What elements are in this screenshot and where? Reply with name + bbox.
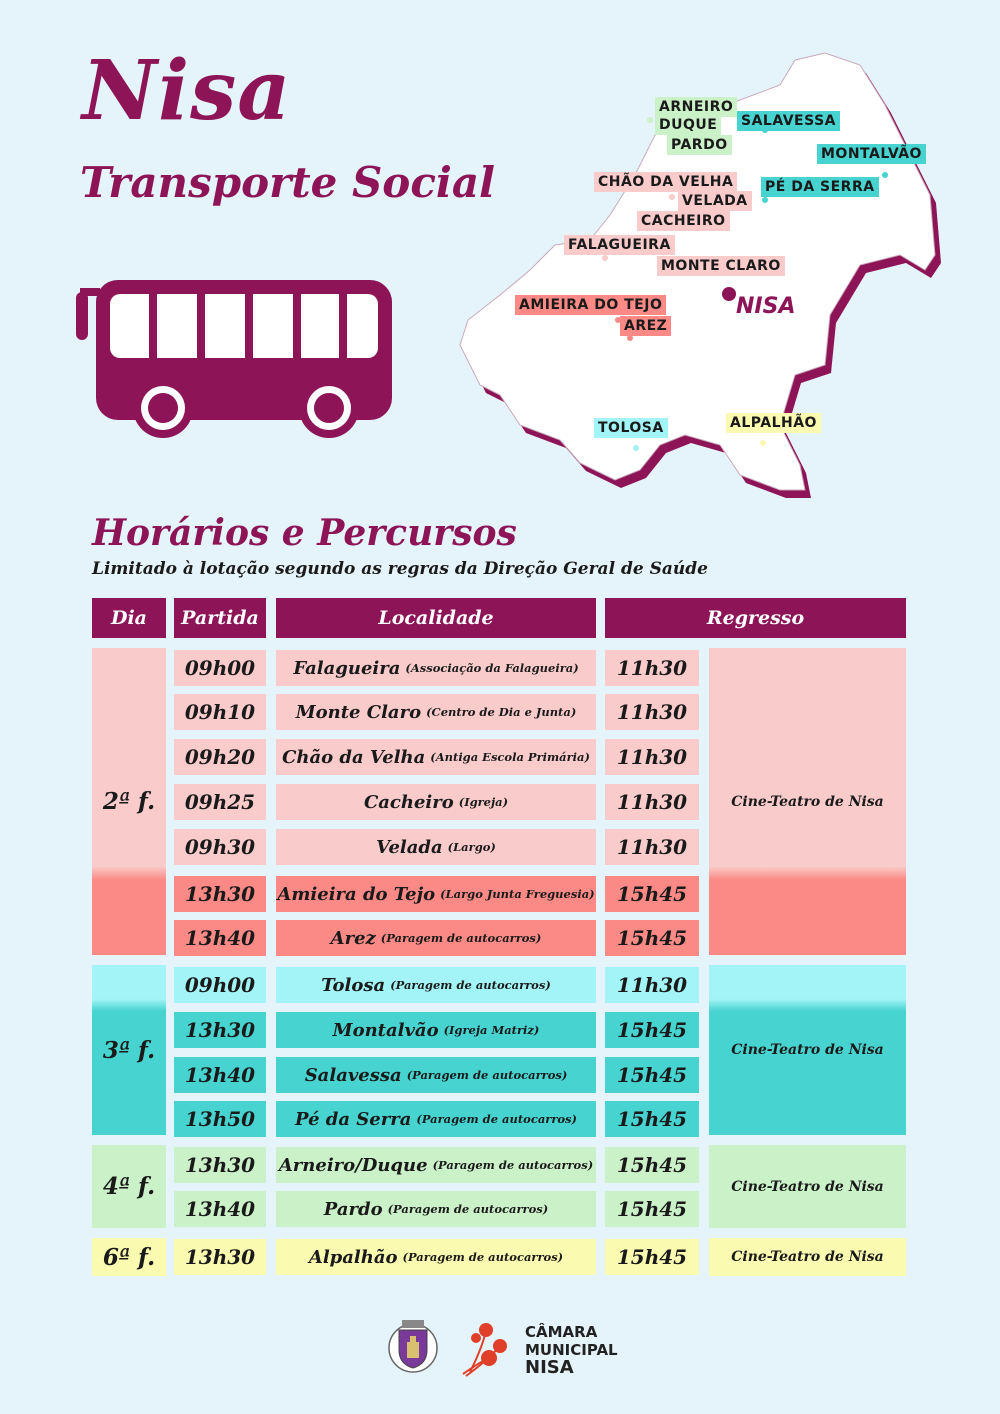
- departure-time: 13h40: [174, 920, 266, 956]
- locality-cell: [276, 784, 596, 820]
- return-time: 11h30: [605, 829, 699, 865]
- schedule-title: Horários e Percursos: [92, 512, 517, 554]
- map-label-monte-claro: MONTE CLARO: [657, 256, 785, 276]
- municipality-line-3: NISA: [525, 1357, 574, 1378]
- locality-note: (Associação da Falagueira): [405, 661, 579, 675]
- day-cell-monday: 2ª f.: [92, 648, 166, 955]
- departure-time: 09h00: [174, 967, 266, 1003]
- return-time: 15h45: [605, 1191, 699, 1227]
- day-cell-tuesday: 3ª f.: [92, 965, 166, 1135]
- return-time: 15h45: [605, 1239, 699, 1275]
- map-label-arez: AREZ: [620, 316, 671, 336]
- departure-time: 13h30: [174, 1239, 266, 1275]
- departure-time: 13h30: [174, 876, 266, 912]
- locality-name: Arez: [330, 927, 376, 949]
- locality-name: Alpalhão: [308, 1246, 398, 1268]
- flower-icon: [463, 1323, 507, 1376]
- return-time: 15h45: [605, 1147, 699, 1183]
- locality-name: Pardo: [323, 1198, 383, 1220]
- map-label-pardo: PARDO: [667, 135, 732, 155]
- municipality-name: [525, 1323, 618, 1377]
- return-time: 11h30: [605, 784, 699, 820]
- locality-name: Amieira do Tejo: [277, 883, 436, 905]
- header-return: Regresso: [605, 598, 906, 638]
- locality-note: (Largo): [447, 840, 496, 854]
- locality-name: Pé da Serra: [295, 1108, 412, 1130]
- coat-of-arms-icon: [389, 1320, 437, 1372]
- map-label-alpalhao: ALPALHÃO: [726, 413, 821, 433]
- map-label-amieira-do-tejo: AMIEIRA DO TEJO: [515, 295, 666, 315]
- locality-cell: [276, 650, 596, 686]
- map-label-chao-da-velha: CHÃO DA VELHA: [594, 172, 737, 192]
- locality-note: (Igreja Matriz): [443, 1023, 540, 1037]
- departure-time: 13h40: [174, 1057, 266, 1093]
- locality-name: Montalvão: [332, 1019, 439, 1041]
- return-time: 15h45: [605, 1012, 699, 1048]
- destination-cell-monday: [709, 648, 906, 955]
- locality-note: (Centro de Dia e Junta): [426, 705, 577, 719]
- return-time: 11h30: [605, 694, 699, 730]
- map-label-nisa: NISA: [736, 294, 796, 319]
- locality-note: (Paragem de autocarros): [406, 1068, 568, 1082]
- locality-note: (Igreja): [458, 795, 509, 809]
- locality-cell: [276, 739, 596, 775]
- header-day: Dia: [92, 598, 166, 638]
- locality-note: (Paragem de autocarros): [416, 1112, 577, 1126]
- map-label-velada: VELADA: [678, 191, 752, 211]
- bus-icon: [76, 278, 396, 443]
- locality-name: Arneiro/Duque: [278, 1154, 428, 1176]
- map-label-tolosa: TOLOSA: [594, 418, 668, 438]
- day-cell-friday: 6ª f.: [92, 1238, 166, 1276]
- locality-name: Chão da Velha: [282, 746, 426, 768]
- map-label-salavessa: SALAVESSA: [737, 111, 840, 131]
- locality-cell: [276, 829, 596, 865]
- locality-cell: [276, 1239, 596, 1275]
- map-label-duque: DUQUE: [655, 115, 721, 135]
- return-time: 15h45: [605, 1101, 699, 1137]
- departure-time: 09h20: [174, 739, 266, 775]
- return-time: 15h45: [605, 920, 699, 956]
- locality-name: Salavessa: [304, 1064, 402, 1086]
- schedule-subtitle: Limitado à lotação segundo as regras da Direção Geral de Saúde: [92, 559, 708, 579]
- destination-label: Cine-Teatro de Nisa: [731, 1178, 884, 1195]
- return-time: 15h45: [605, 876, 699, 912]
- destination-label: Cine-Teatro de Nisa: [731, 794, 884, 810]
- header-locality: Localidade: [276, 598, 596, 638]
- destination-cell-wednesday: [709, 1145, 906, 1228]
- municipality-line-1: CÂMARA: [525, 1323, 598, 1341]
- destination-cell-friday: [709, 1238, 906, 1276]
- departure-time: 13h50: [174, 1101, 266, 1137]
- locality-cell: [276, 1012, 596, 1048]
- departure-time: 13h30: [174, 1147, 266, 1183]
- locality-name: Falagueira: [293, 657, 401, 679]
- departure-time: 13h30: [174, 1012, 266, 1048]
- locality-cell: [276, 876, 596, 912]
- locality-cell: [276, 920, 596, 956]
- header-departure: Partida: [174, 598, 266, 638]
- departure-time: 09h10: [174, 694, 266, 730]
- locality-cell: [276, 1101, 596, 1137]
- map-label-pe-da-serra: PÉ DA SERRA: [761, 177, 879, 197]
- day-cell-wednesday: 4ª f.: [92, 1145, 166, 1228]
- map-label-falagueira: FALAGUEIRA: [564, 235, 675, 255]
- destination-label: Cine-Teatro de Nisa: [731, 1042, 884, 1058]
- page-subtitle: Transporte Social: [80, 158, 496, 207]
- locality-name: Cacheiro: [363, 791, 454, 813]
- departure-time: 09h30: [174, 829, 266, 865]
- locality-note: (Paragem de autocarros): [432, 1158, 594, 1172]
- locality-note: (Paragem de autocarros): [380, 931, 542, 945]
- locality-cell: [276, 967, 596, 1003]
- locality-name: Tolosa: [321, 974, 386, 996]
- return-time: 11h30: [605, 967, 699, 1003]
- locality-note: (Largo Junta Freguesia): [440, 887, 595, 901]
- map-label-montalvao: MONTALVÃO: [817, 144, 926, 164]
- locality-note: (Antiga Escola Primária): [430, 750, 590, 764]
- departure-time: 09h00: [174, 650, 266, 686]
- departure-time: 09h25: [174, 784, 266, 820]
- map-label-arneiro: ARNEIRO: [655, 97, 737, 117]
- locality-note: (Paragem de autocarros): [387, 1202, 549, 1216]
- locality-note: (Paragem de autocarros): [402, 1250, 564, 1264]
- page-title: Nisa: [82, 43, 292, 139]
- locality-cell: [276, 1191, 596, 1227]
- municipality-line-2: MUNICIPAL: [525, 1341, 618, 1359]
- return-time: 15h45: [605, 1057, 699, 1093]
- destination-cell-tuesday: [709, 965, 906, 1135]
- locality-name: Monte Claro: [295, 701, 422, 723]
- return-time: 11h30: [605, 650, 699, 686]
- locality-cell: [276, 1057, 596, 1093]
- map-label-cacheiro: CACHEIRO: [637, 211, 730, 231]
- locality-note: (Paragem de autocarros): [390, 978, 551, 992]
- locality-name: Velada: [376, 836, 443, 858]
- locality-cell: [276, 694, 596, 730]
- destination-label: Cine-Teatro de Nisa: [731, 1249, 884, 1265]
- return-time: 11h30: [605, 739, 699, 775]
- departure-time: 13h40: [174, 1191, 266, 1227]
- locality-cell: [276, 1147, 596, 1183]
- municipal-logos: [388, 1312, 523, 1382]
